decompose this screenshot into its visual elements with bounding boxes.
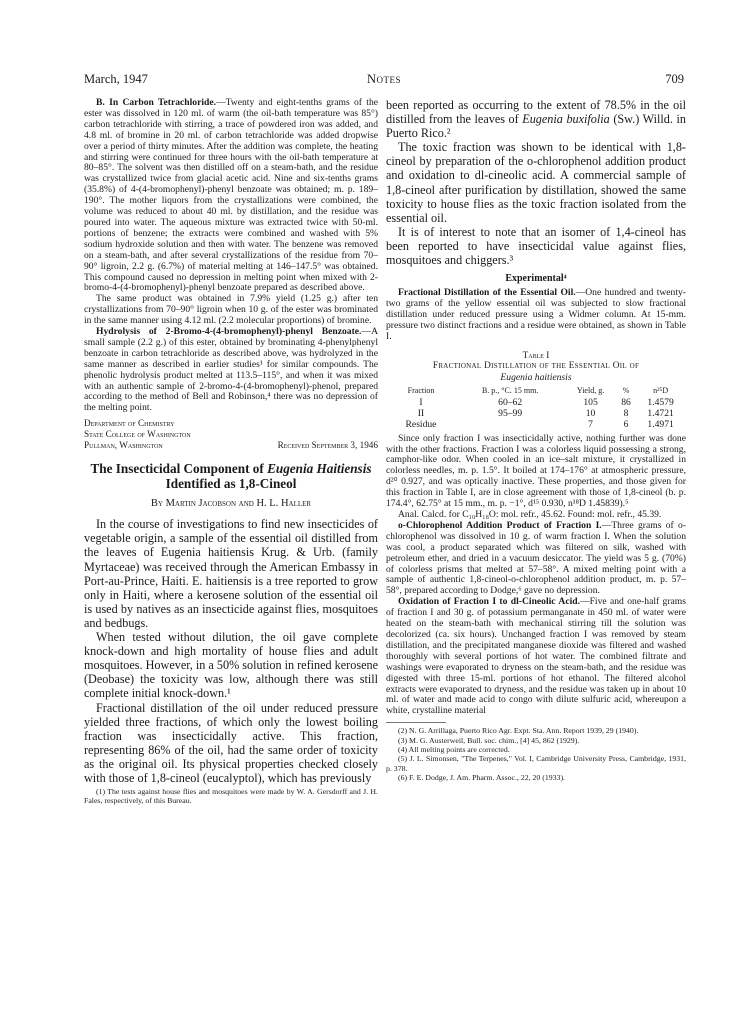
table-cell	[456, 419, 564, 430]
footnote-4: (4) All melting points are corrected.	[398, 745, 510, 755]
running-header	[84, 72, 684, 88]
paragraph-hydrolysis: Hydrolysis of 2-Bromo-4-(4-bromophenyl)-phenyl Benzoate.—A small sample (2.2 g.) of this ester, obtained by brominating 4-phenylphenyl benzoate in carbon tetrachloride as described above, was hydrolyzed in the same manner as described in earlier studies¹ for similar compounds. The phenolic hydrolysis product melted at 113.5–115°, and when it was mixed with an authentic sample of 2-bromo-4-(4-bromophenyl)-phenol, prepared according to the method of Bell and Robinson,⁴ there was no depression of the melting point.	[84, 326, 378, 414]
table-cell: 6	[623, 418, 629, 430]
table-row	[386, 397, 686, 408]
footnote-3: (3) M. G. Austerweil, Bull. soc. chim., [4] 45, 862 (1929).	[398, 735, 580, 745]
institution: State College of Washington	[84, 429, 191, 440]
distillation-table	[386, 385, 686, 430]
city: Pullman, Washington	[84, 440, 163, 451]
department: Department of Chemistry	[84, 418, 175, 429]
right-column	[386, 98, 686, 783]
subheading-hydrolysis: Hydrolysis of 2-Bromo-4-(4-bromophenyl)-phenyl Benzoate.	[96, 326, 362, 338]
paragraph-continued: been reported as occurring to the extent of 78.5% in the oil distilled from the leaves of Eugenia buxifolia (Sw.) Willd. in Puerto Rico.²	[386, 98, 686, 141]
left-column	[84, 98, 378, 806]
page-number: 709	[665, 72, 684, 86]
paragraph-fractional-distillation: Fractional Distillation of the Essential Oil.—One hundred and twenty-two grams of the yellow essential oil was subjected to slow fractional distillation under reduced pressure using a Widmer column. At 15-mm. pressure two distinct fractions and a residue were obtained, as shown in Table I.	[386, 287, 687, 342]
table-header: B. p., °C. 15 mm.	[481, 385, 539, 395]
table-cell: 105	[583, 396, 598, 408]
paragraph-toxicity-test: When tested without dilution, the oil gave complete knock-down and high mortality of house flies and adult mosquitoes. However, in a 50% solution in refined kerosene (Deobase) the toxicity was low, although there was still complete initial knock-down.¹	[84, 630, 378, 701]
subheading-chlorophenol: o-Chlorophenol Addition Product of Fraction I.	[398, 519, 602, 531]
table-cell: 7	[588, 418, 593, 430]
table-cell: 1.4721	[647, 407, 674, 419]
table-cell: 8	[623, 407, 629, 419]
footnote-2: (2) N. G. Arrillaga, Puerto Rico Agr. Expt. Sta. Ann. Report 1939, 29 (1940).	[398, 726, 639, 736]
table-caption: Table I	[522, 349, 550, 360]
table-cell: 1.4971	[647, 418, 674, 430]
paragraph-fraction-properties: Since only fraction I was insecticidally active, nothing further was done with the other fractions. Fraction I was a colorless liquid possessing a strong, camphor-like odor. When cooled in an ice–salt mixture, it crystallized in colorless needles, m. p. 1.5°. It boiled at 174–176° at atmospheric pressure, d²⁰ 0.927, and was optically inactive. These properties, and those given for this fraction in Table I, are in close agreement with those of 1,8-cineol (b. p. 174.4°, 62.75° at 15 mm., m. p. −1°, d¹⁵ 0.930, n¹⁸D 1.45839).⁵	[386, 432, 686, 510]
table-cell: 1.4579	[647, 396, 674, 408]
article-authors: By Martin Jacobson and H. L. Haller	[150, 498, 312, 510]
table-cell: 86	[621, 396, 631, 408]
footnote-5: (5) J. L. Simonsen, "The Terpenes," Vol. I, Cambridge University Press, Cambridge, 1931, p. 378.	[386, 754, 686, 773]
table-cell: I	[419, 396, 423, 408]
paragraph-toxic-fraction: The toxic fraction was shown to be identical with 1,8-cineol by preparation of the o-chlorophenol addition product and oxidation to dl-cineolic acid. A commercial sample of 1,8-cineol after purification by distillation, showed the same toxicity to house flies as the toxic fraction isolated from the essential oil.	[386, 140, 686, 225]
table-subtitle: Eugenia haitiensis	[500, 371, 572, 383]
footnote-1: (1) The tests against house flies and mosquitoes were made by W. A. Gersdorff and J. H. Fales, respectively, of this Bureau.	[84, 787, 378, 806]
received-date: Received September 3, 1946	[277, 440, 378, 451]
paragraph-analysis: Anal. Calcd. for C₁₀H₁₈O: mol. refr., 45.62. Found: mol. refr., 45.39.	[398, 509, 662, 520]
affiliation-block	[84, 418, 378, 451]
paragraph-oxidation: Oxidation of Fraction I to dl-Cineolic Acid.—Five and one-half grams of fraction I and 30 g. of potassium permanganate in 450 ml. of water were heated on the steam-bath with mechanical stirring till the solution was decolorized (ca. six hours). Unchanged fraction I was removed by steam distillation, and the precipitated manganese dioxide was filtered and washed thoroughly with several portions of hot water. The combined filtrate and washings were evaporated to dryness on the steam-bath, and the residue was digested with three 15-ml. portions of hot ethanol. The filtered alcohol extracts were evaporated to dryness, and the residue was taken up in about 10 ml. of water and made acid to congo with dilute sulfuric acid, whereupon a white, crystalline material	[386, 596, 687, 717]
table-header-row	[386, 385, 686, 397]
footnote-divider	[386, 722, 446, 723]
header-section: Notes	[366, 72, 402, 86]
table-cell: 10	[585, 407, 596, 419]
table-header: n²⁵D	[653, 385, 669, 395]
paragraph-yield: The same product was obtained in 7.9% yield (1.25 g.) after ten crystallizations from 70–90° ligroin when 10 g. of the ester was brominated in the same manner using 4.12 ml. (2.2 molecular proportions) of bromine.	[84, 293, 378, 327]
table-cell: II	[417, 407, 425, 419]
paragraph-isomer: It is of interest to note that an isomer of 1,4-cineol has been reported to have insecticidal value against flies, mosquitoes and chiggers.³	[386, 224, 686, 268]
table-row	[386, 419, 686, 430]
table-cell: 60–62	[498, 396, 523, 408]
location-line	[84, 440, 378, 451]
subheading-oxidation: Oxidation of Fraction I to dl-Cineolic Acid.	[398, 596, 580, 608]
table-cell: 95–99	[498, 407, 523, 419]
table-row	[386, 408, 686, 419]
article-title: The Insecticidal Component of Eugenia Haitiensis Identified as 1,8-Cineol	[90, 461, 372, 492]
table-cell: Residue	[405, 418, 437, 430]
paragraph-fractional: Fractional distillation of the oil under reduced pressure yielded three fractions, of which only the lowest boiling fraction was insecticidally active. This fraction, representing 86% of the oil, had the same order of toxicity as the original oil. Its physical properties checked closely with those of 1,8-cineol (eucalyptol), which has previously	[84, 700, 378, 785]
footnote-6: (6) F. E. Dodge, J. Am. Pharm. Assoc., 22, 20 (1933).	[398, 773, 566, 783]
paragraph-carbon-tetrachloride: B. In Carbon Tetrachloride.—Twenty and eight-tenths grams of the ester was dissolved in 120 ml. of warm (the oil-bath temperature was 85°) carbon tetrachloride with stirring, a trace of powdered iron was added, and 4.8 ml. of bromine in 20 ml. of carbon tetrachloride was added dropwise over a period of thirty minutes. After the addition was complete, the heating and stirring were continued for three hours with the oil-bath temperature at 80–85°. The solvent was then distilled off on a steam-bath, and the residue was crystallized twice from glacial acetic acid. Nine and six-tenths grams (35.8%) of 4-(4-bromophenyl)-phenyl benzoate was obtained; m. p. 189–190°. The mother liquors from the crystallizations were combined, the volume was reduced to about 40 ml. by distillation, and the residue was poured into water. The aqueous mixture was extracted twice with 50-ml. portions of benzene; the extracts were combined and washed with 5% sodium hydroxide solution and then with water. The benzene was removed on a steam-bath, and after several crystallizations of the residue from 70–90° ligroin, 2.2 g. (6.7%) of material melting at 146–147.5° was obtained. This compound caused no depression in melting point when mixed with 2-bromo-4-(4-bromophenyl)-phenyl benzoate prepared as described above.	[84, 97, 378, 294]
table-header: Yield, g.	[576, 385, 605, 395]
subheading-fractional-distillation: Fractional Distillation of the Essential Oil.	[398, 287, 576, 299]
subheading-carbon-tetrachloride: B. In Carbon Tetrachloride.	[96, 97, 217, 108]
paragraph-chlorophenol: o-Chlorophenol Addition Product of Fraction I.—Three grams of o-chlorophenol was dissolved in 10 g. of warm fraction I. When the solution was cool, a product separated which was filtered on silk, washed with petroleum ether, and dried in a vacuum desiccator. The yield was 5 g. (70%) of colorless prisms that melted at 57–58°. A mixed melting point with a sample of authentic 1,8-cineol-o-chlorophenol addition product, m. p. 57–58°, prepared according to Dodge,⁶ gave no depression.	[386, 519, 687, 597]
section-heading-experimental: Experimental⁴	[505, 273, 567, 285]
header-date: March, 1947	[84, 72, 148, 86]
paragraph-intro: In the course of investigations to find new insecticides of vegetable origin, a sample of the essential oil distilled from the leaves of Eugenia haitiensis Krug. & Urb. (family Myrtaceae) was received through the American Embassy in Port-au-Prince, Haiti. E. haitiensis is a tree reported to grow only in Haiti, where a kerosene solution of the essential oil is used by natives as an insecticide against flies, mosquitoes and bedbugs.	[84, 517, 378, 630]
table-title: Fractional Distillation of the Essential Oil of	[432, 360, 640, 371]
table-header: %	[622, 385, 630, 395]
table-header: Fraction	[407, 385, 435, 395]
